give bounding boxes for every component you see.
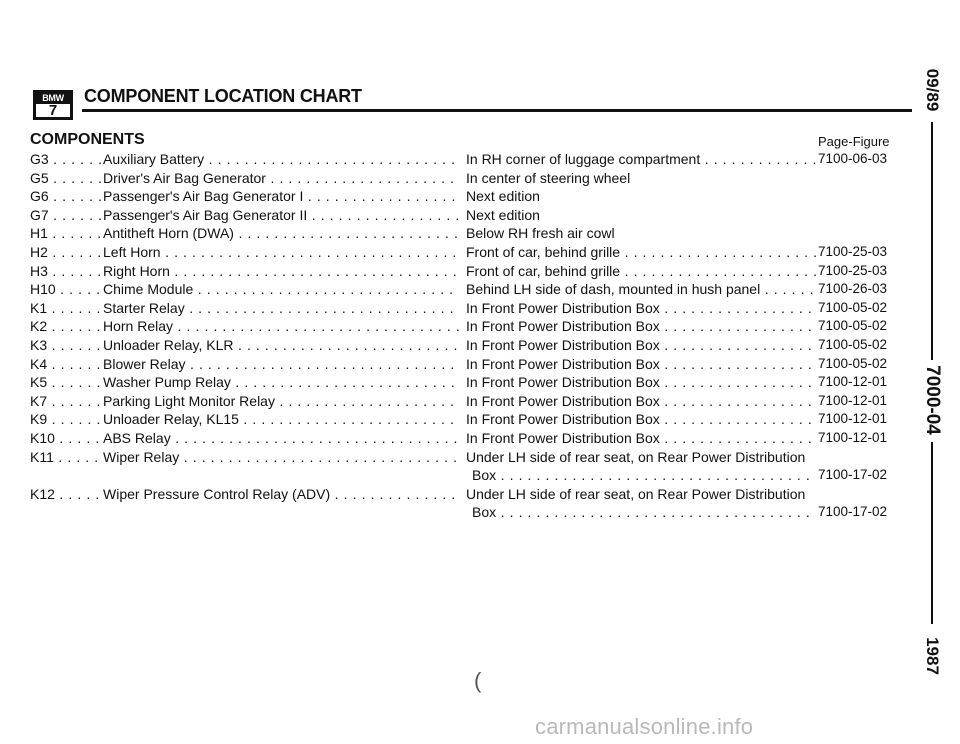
component-code: G7 . . . [30,206,102,225]
component-description: Antitheft Horn (DWA) . . . [103,224,459,243]
table-row [30,262,910,281]
component-code: H10 . . . [30,280,102,299]
table-row [30,410,910,429]
component-location: In center of steering wheel [466,169,631,186]
component-location: Below RH fresh air cowl [466,225,615,242]
component-code: H3 . . . [30,262,102,281]
component-code: K10 . . . [30,429,102,448]
table-row [30,299,910,318]
component-location: In Front Power Distribution Box . . . [466,355,816,374]
component-table [30,150,910,522]
bmw-7-logo [33,90,73,120]
component-location: In Front Power Distribution Box . . . [466,373,816,392]
component-description: Washer Pump Relay . . . [103,373,459,392]
table-row [30,187,910,206]
component-location: Under LH side of rear seat, on Rear Power Distribution [466,485,806,502]
table-row [30,392,910,411]
component-code: K4 . . . [30,355,102,374]
component-location: In Front Power Distribution Box . . . [466,392,816,411]
component-description: Driver's Air Bag Generator . . . [103,169,459,188]
page-figure-ref: 7100-05-02 [818,336,888,352]
component-code: K12 . . . [30,485,102,504]
component-location: In Front Power Distribution Box . . . [466,410,816,429]
sidebar-section: 7000-04 [922,365,943,435]
page-figure-ref: 7100-05-02 [818,355,888,371]
component-code: G3 . . . [30,150,102,169]
table-row [30,150,910,169]
page-figure-ref: 7100-26-03 [818,281,888,297]
component-code: G5 . . . [30,169,102,188]
page-figure-ref: 7100-05-02 [818,318,888,334]
component-description: Parking Light Monitor Relay . . . [103,392,459,411]
title-rule [82,109,912,112]
components-heading: COMPONENTS [30,131,145,148]
page-figure-ref: 7100-25-03 [818,243,888,259]
component-code: K7 . . . [30,392,102,411]
page-title: COMPONENT LOCATION CHART [84,86,362,106]
page-figure-ref: 7100-12-01 [818,392,888,408]
page-figure-ref: 7100-12-01 [818,411,888,427]
component-location: In Front Power Distribution Box . . . [466,317,816,336]
component-location: Next edition [466,188,540,205]
component-code: H2 . . . [30,243,102,262]
component-description: Unloader Relay, KLR . . . [103,336,459,355]
logo-brand-text: BMW [36,93,70,104]
component-description: Blower Relay . . . [103,355,459,374]
page-figure-ref: 7100-17-02 [818,467,888,483]
component-location: In Front Power Distribution Box . . . [466,429,816,448]
component-description: Left Horn . . . [103,243,459,262]
page-figure-ref: 7100-06-03 [818,151,888,166]
component-location: Front of car, behind grille . . . [466,262,816,281]
sidebar-line-upper [931,122,933,360]
table-row [30,280,910,299]
component-description: Horn Relay . . . [103,317,459,336]
table-row [30,448,910,485]
table-row [30,355,910,374]
component-location-continued: Box . . . [472,503,816,522]
page-figure-ref: 7100-05-02 [818,299,888,315]
table-row [30,169,910,188]
component-location: Next edition [466,206,540,223]
page-figure-ref: 7100-25-03 [818,262,888,278]
component-location: Front of car, behind grille . . . [466,243,816,262]
table-row [30,243,910,262]
sidebar-year: 1987 [923,637,942,675]
component-code: K9 . . . [30,410,102,429]
sidebar-line-lower [931,442,933,624]
component-location: Behind LH side of dash, mounted in hush panel . . . [466,280,816,299]
page-figure-ref: 7100-12-01 [818,374,888,390]
component-code: K3 . . . [30,336,102,355]
component-description: Wiper Relay . . . [103,448,459,467]
component-location: In Front Power Distribution Box . . . [466,336,816,355]
component-description: Auxiliary Battery . . . [103,150,459,169]
watermark: carmanualsonline.info [535,714,754,739]
component-description: Unloader Relay, KL15 . . . [103,410,459,429]
table-row [30,485,910,522]
side-index-bar [912,70,952,680]
component-code: K11 . . . [30,448,102,467]
page-figure-ref: 7100-12-01 [818,429,888,445]
table-row [30,336,910,355]
table-row [30,373,910,392]
component-description: Chime Module . . . [103,280,459,299]
sidebar-date: 09/89 [923,68,942,112]
logo-series-number: 7 [48,102,58,119]
page-header [30,84,912,124]
component-code: H1 . . . [30,224,102,243]
page-figure-ref: 7100-17-02 [818,504,888,520]
component-location: Under LH side of rear seat, on Rear Power Distribution [466,448,806,465]
component-location: In RH corner of luggage compartment . . . [466,150,816,169]
component-description: ABS Relay . . . [103,429,459,448]
component-location-continued: Box . . . [472,466,816,485]
component-description: Starter Relay . . . [103,299,459,318]
component-description: Right Horn . . . [103,262,459,281]
component-description: Passenger's Air Bag Generator II . . . [103,206,459,225]
component-description: Passenger's Air Bag Generator I . . . [103,187,459,206]
table-row [30,206,910,225]
scan-mark: ( [474,668,482,693]
component-description: Wiper Pressure Control Relay (ADV) . . . [103,485,459,504]
component-code: K5 . . . [30,373,102,392]
table-row [30,429,910,448]
component-code: K1 . . . [30,299,102,318]
page-figure-heading: Page-Figure [818,134,890,149]
component-code: G6 . . . [30,187,102,206]
table-row [30,317,910,336]
table-row [30,224,910,243]
component-location: In Front Power Distribution Box . . . [466,299,816,318]
component-code: K2 . . . [30,317,102,336]
